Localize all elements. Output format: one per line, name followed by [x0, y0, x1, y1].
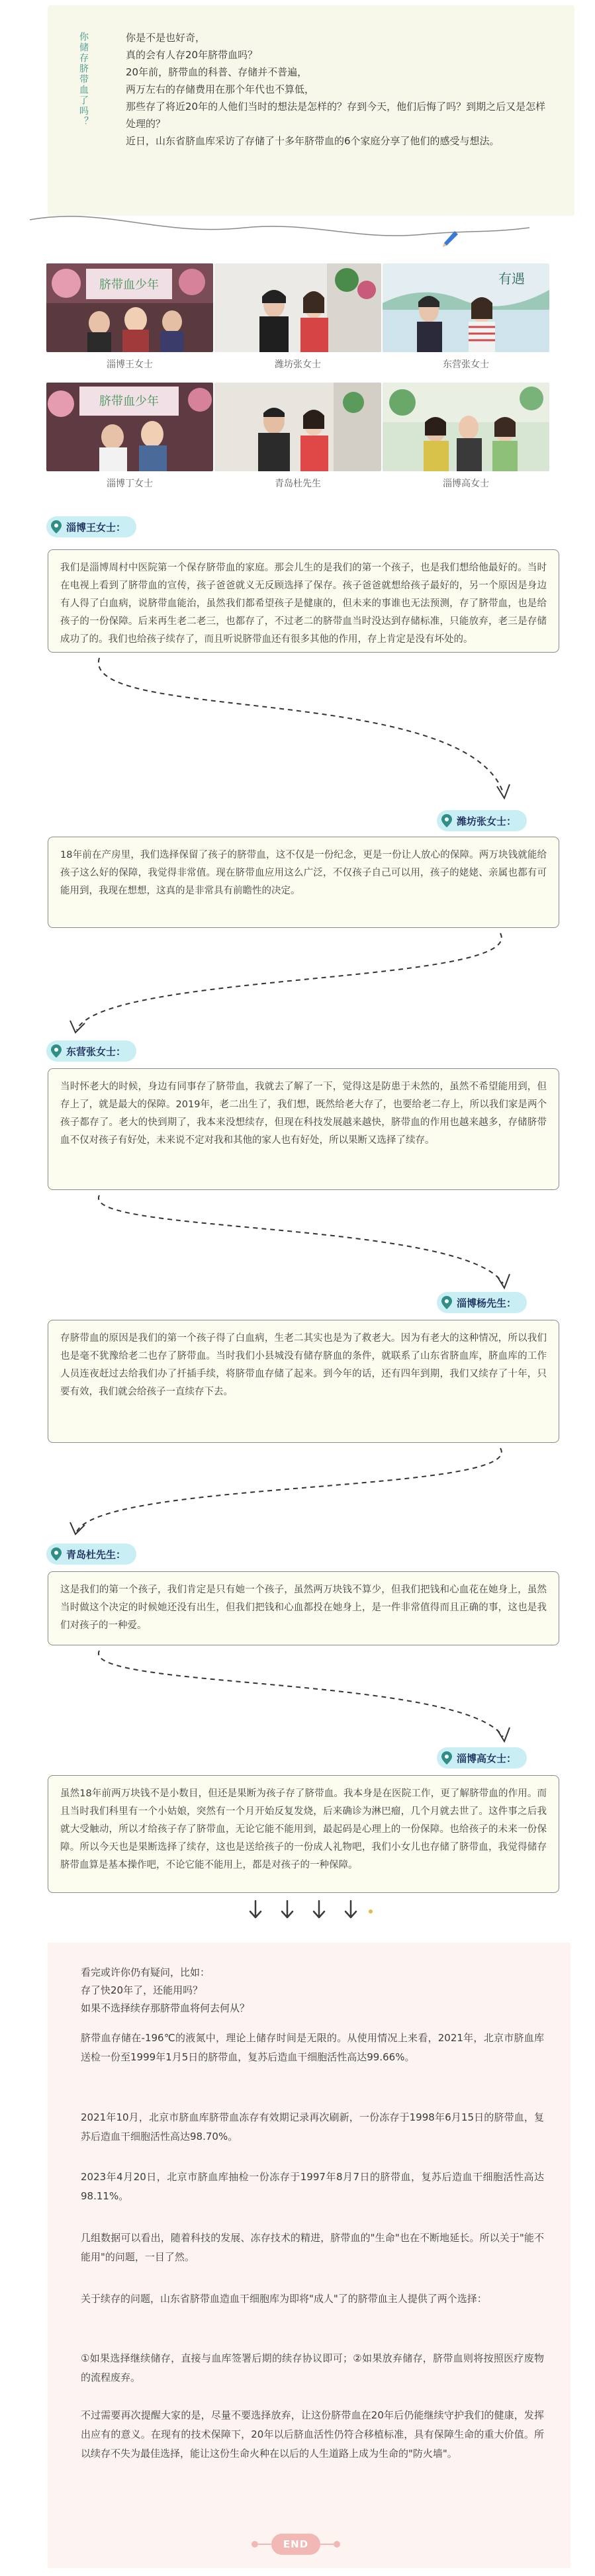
location-pin-icon — [437, 810, 457, 831]
photo-weifang-zhang — [214, 263, 381, 352]
intro-card — [48, 5, 574, 216]
photo-sign-text: 脐带血少年 — [99, 394, 159, 408]
speaker-name: 淄博高女士： — [457, 1752, 517, 1765]
pen-icon — [440, 229, 460, 249]
speaker-name: 潍坊张女士： — [457, 815, 517, 827]
speaker-name: 东营张女士： — [66, 1045, 126, 1058]
intro-line: 20年前，脐带血的科普、存储并不普遍， — [126, 66, 308, 78]
photo-caption: 淄博丁女士 — [107, 479, 153, 489]
photo-zibo-ding — [46, 383, 213, 471]
outro-questions — [81, 1964, 250, 2017]
outro-paragraph: ①如果选择继续储存，直接与血库签署后期的续存协议即可；②如果放弃储存，脐带血则将按照医疗废物的流程废弃。 — [81, 2352, 544, 2383]
location-pin-icon — [46, 516, 66, 537]
speaker-name: 淄博杨先生： — [457, 1297, 517, 1309]
speaker-name: 青岛杜先生： — [66, 1548, 126, 1561]
photo-zibo-gao — [383, 383, 549, 471]
outro-paragraph: 关于续存的问题，山东省脐带血造血干细胞库为即将"成人"了的脐带血主人提供了两个选择： — [81, 2293, 487, 2305]
end-line — [320, 2544, 334, 2545]
intro-line: 近日，山东省脐血库采访了存储了十多年脐带血的6个家庭分享了他们的感受与想法。 — [126, 135, 500, 147]
photo-qingdao-du — [214, 383, 381, 471]
photo-caption: 淄博王女士 — [107, 359, 153, 370]
speaker-name: 淄博王女士： — [66, 521, 126, 533]
down-arrows-icon — [245, 1897, 377, 1923]
photo-caption: 淄博高女士 — [443, 479, 489, 489]
photo-sign-text: 脐带血少年 — [99, 278, 159, 292]
outro-card — [48, 1943, 571, 2568]
photo-dongying-zhang — [383, 263, 549, 352]
speaker-tag — [46, 1040, 136, 1062]
dashed-connector — [64, 932, 527, 1038]
question-line: 看完或许你仍有疑问，比如： — [81, 1966, 210, 1978]
location-pin-icon — [437, 1292, 457, 1313]
outro-paragraph: 不过需要再次提醒大家的是，尽量不要选择放弃，让这份脐带血在20年后仍能继续守护我们的健康，发挥出应有的意义。在现有的技术保障下，20年以后脐血活性仍符合移植标准，具有保障生命的重大价值。所以续存不失为最佳选择，能让这份生命火种在以后的人生道路上成为生命的"防火墙"。 — [81, 2409, 544, 2460]
outro-paragraph: 2021年10月，北京市脐血库脐带血冻存有效期记录再次刷新，一份冻存于1998年6月15日的脐带血，复苏后造血干细胞活性高达98.70%。 — [81, 2111, 544, 2142]
photo-zibo-wang — [46, 263, 213, 352]
intro-text — [126, 29, 549, 150]
dashed-connector — [93, 1649, 516, 1747]
question-line: 如果不选择续存那脐带血将何去何从？ — [81, 2002, 250, 2014]
testimony-box: 18年前在产房里，我们选择保留了孩子的脐带血，这不仅是一份纪念，更是一份让人放心的保障。两万块钱就能给孩子这么好的保障，我觉得非常值。现在脐带血应用这么广泛，不仅孩子自己可以用，孩子的姥姥、亲属也都有可能用到，我现在想想，这真的是非常具有前瞻性的决定。 — [48, 837, 559, 928]
location-pin-icon — [46, 1543, 66, 1565]
outro-paragraph: 2023年4月20日，北京市脐血库抽检一份冻存于1997年8月7日的脐带血，复苏后造血干细胞活性高达98.11%。 — [81, 2171, 544, 2202]
testimony-box: 当时怀老大的时候，身边有同事存了脐带血，我就去了解了一下，觉得这是防患于未然的，虽然不希望能用到，但存上了，就是最大的保障。2019年，老二出生了，我们想，既然给老大存了，也要给老二存上，所以我们家是两个孩子都存了。老大的快到期了，我本来没想续存，但现在科技发展越来越快，脐带血的作用也越来越多，存储脐带血不仅对孩子有好处，未来说不定对我和其他的家人也有好处，所以果断又选择了续存。 — [48, 1068, 559, 1190]
dashed-connector — [93, 1194, 516, 1293]
location-pin-icon — [46, 1040, 66, 1062]
photo-caption: 东营张女士 — [443, 359, 489, 370]
intro-line: 你是不是也好奇， — [126, 32, 206, 44]
testimony-box: 我们是淄博周村中医院第一个保存脐带血的家庭。那会儿生的是我们的第一个孩子，也是我们想给他最好的。当时在电视上看到了脐带血的宣传，孩子爸爸就义无反顾选择了保存。孩子爸爸就想给孩子最好的，另一个原因是身边有人得了白血病，说脐带血能治，虽然我们都希望孩子是健康的，但未来的事谁也无法预测，存了脐带血，也是给孩子的一份保障。后来再生老二老三，也都存了，不过老二的脐带血当时没达到存储标准，只能放弃，老三是存储成功了的。我们也给孩子续存了，而且听说脐带血还有很多其他的作用，存上肯定是没有坏处的。 — [48, 549, 559, 653]
photo-sign-text: 有遇 — [498, 271, 525, 287]
end-dot — [334, 2541, 340, 2548]
end-marker — [0, 2534, 595, 2557]
photo-caption: 青岛杜先生 — [275, 479, 321, 489]
intro-side-label: 你储存脐带血了吗？ — [78, 32, 89, 127]
speaker-tag — [437, 810, 527, 831]
intro-line: 那些存了将近20年的人他们当时的想法是怎样的？存到今天，他们后悔了吗？到期之后又是怎样处理的？ — [126, 101, 546, 130]
speaker-tag — [437, 1292, 527, 1313]
outro-paragraph: 脐带血存储在-196℃的液氮中，理论上储存时间是无限的。从使用情况上来看，2021年，北京市脐血库送检一份至1999年1月5日的脐带血，复苏后造血干细胞活性高达99.66%。 — [81, 2032, 544, 2063]
speaker-tag — [437, 1747, 527, 1769]
question-line: 存了快20年了，还能用吗？ — [81, 1984, 203, 1996]
speaker-tag — [46, 516, 136, 537]
location-pin-icon — [437, 1747, 457, 1769]
speaker-tag — [46, 1543, 136, 1565]
testimony-box: 虽然18年前两万块钱不是小数目，但还是果断为孩子存了脐带血。我本身是在医院工作，更了解脐带血的作用。而且当时我们科里有一个小姑娘，突然有一个月开始反复发烧，后来确诊为淋巴瘤，几个月就去世了。这件事之后我就大受触动，所以才给孩子存了脐带血，无论它能不能用到，最起码是心理上的一份保障。也给孩子的未来一份保障。所以今天也是果断选择了续存，这也是送给孩子的一份成人礼物吧，我们小女儿也存储了脐带血，我觉得储存脐带血算是基本操作吧，不论它能不能用上，都是对孩子的一种保障。 — [48, 1775, 559, 1893]
dashed-connector — [64, 1447, 527, 1540]
end-line — [258, 2544, 271, 2545]
decorative-wave-line — [26, 210, 569, 250]
testimony-box: 存脐带血的原因是我们的第一个孩子得了白血病，生老二其实也是为了救老大。因为有老大的这种情况，所以我们也是毫不犹豫给老二也存了脐带血。当时我们小县城没有储存脐血的条件，就联系了山东省脐血库，脐血库的工作人员连夜赶过去给我们办了扦插手续，将脐带血存储了起来。到今年的话，还有四年到期，我们又续存了十年，只要有效，我们就会给孩子一直续存下去。 — [48, 1320, 559, 1443]
intro-line: 两万左右的存储费用在那个年代也不算低， — [126, 83, 315, 95]
end-label: END — [271, 2534, 320, 2555]
photo-caption: 潍坊张女士 — [275, 359, 321, 370]
outro-paragraph: 几组数据可以看出，随着科技的发展、冻存技术的精进，脐带血的"生命"也在不断地延长。所以关于"能不能用"的问题，一目了然。 — [81, 2232, 544, 2263]
dashed-connector — [93, 657, 516, 804]
testimony-box: 这是我们的第一个孩子，我们肯定是只有她一个孩子，虽然两万块钱不算少，但我们把钱和心血花在她身上，虽然当时做这个决定的时候她还没有出生，但我们把钱和心血都投在她身上，是一件非常值得而且正确的事，这也是我们对孩子的一种爱。 — [48, 1571, 559, 1645]
intro-line: 真的会有人存20年脐带血吗？ — [126, 49, 258, 61]
end-dot — [252, 2541, 258, 2548]
